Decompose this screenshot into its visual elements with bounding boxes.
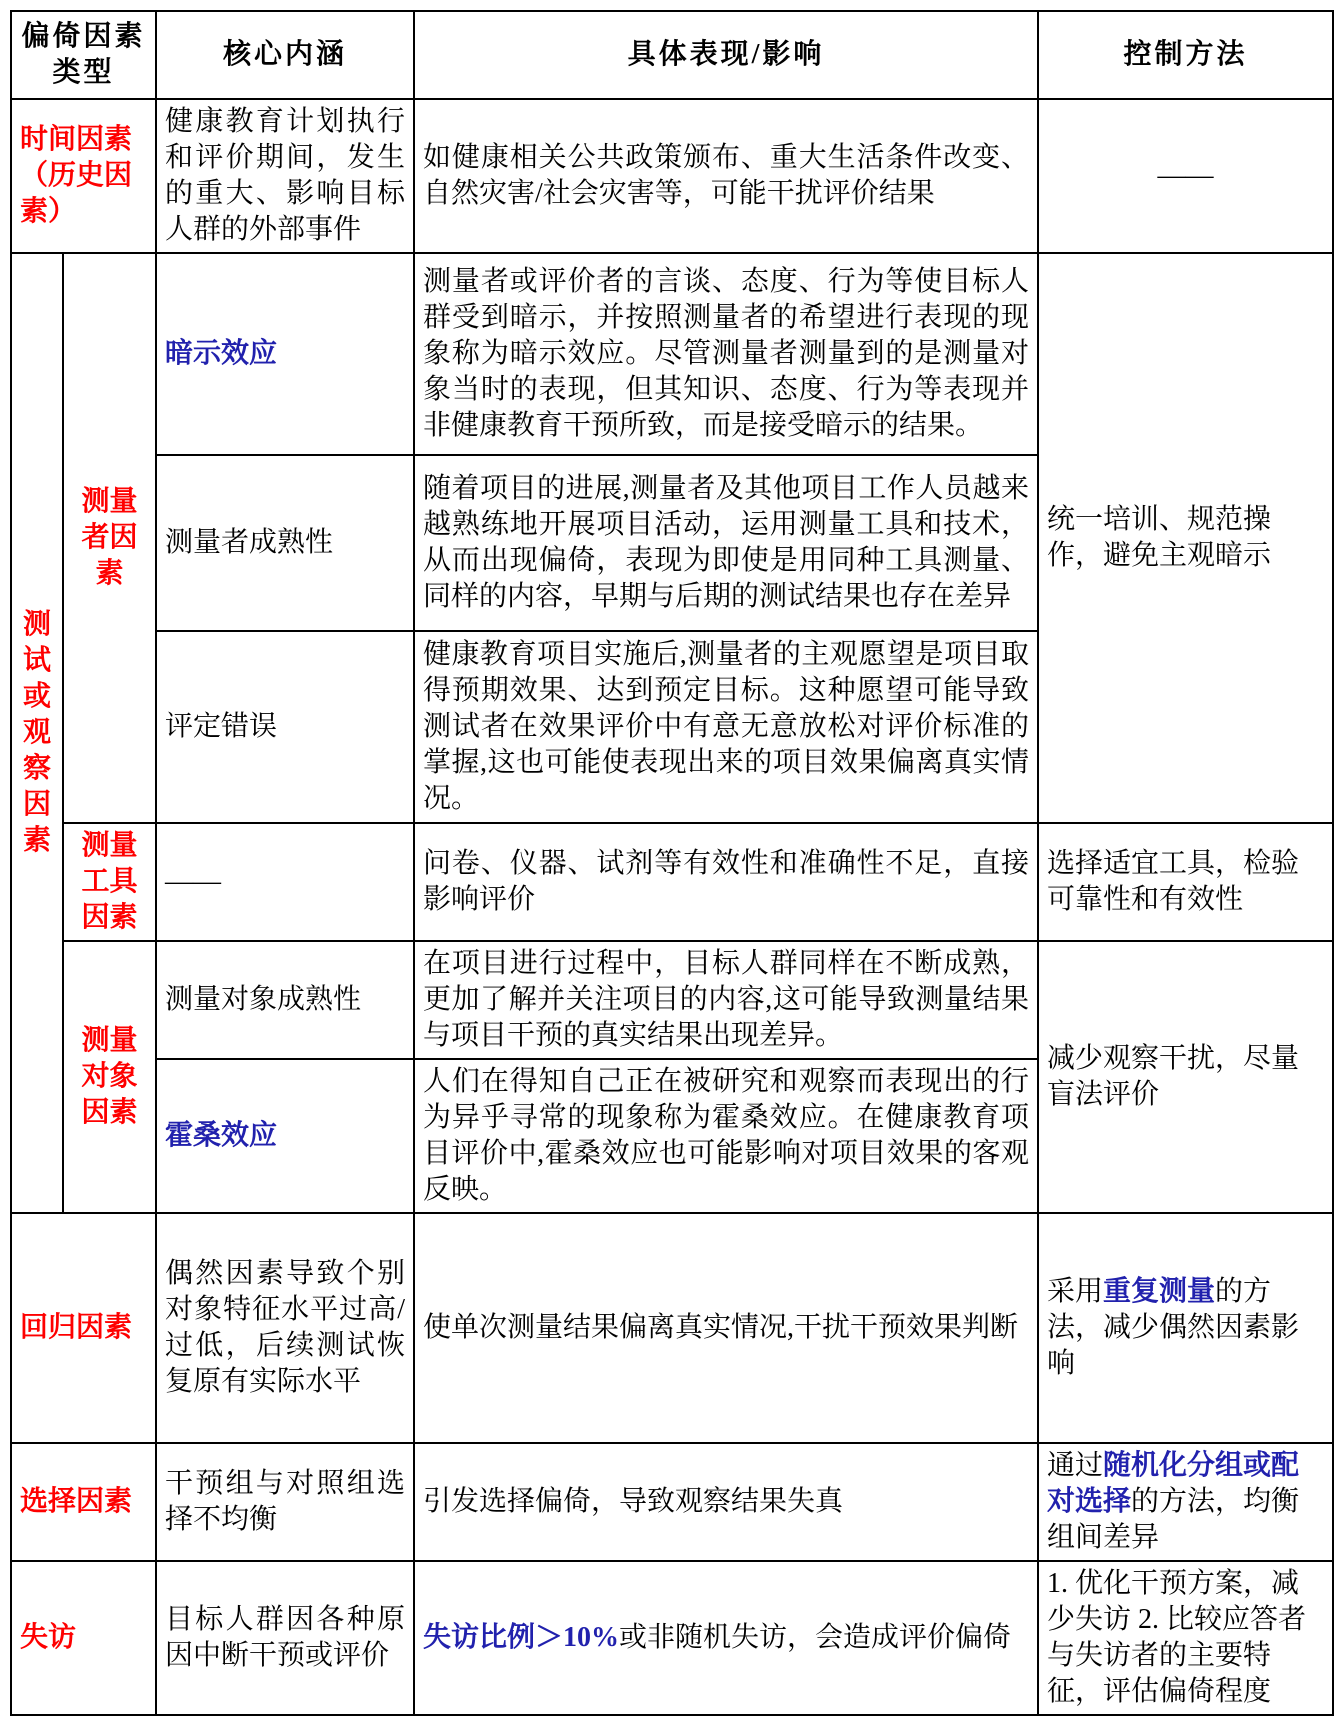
subject-maturity-impact: 在项目进行过程中，目标人群同样在不断成熟，更加了解并关注项目的内容,这可能导致测量结果与项目干预的真实结果出现差异。 <box>414 941 1038 1059</box>
loss-control: 1. 优化干预方案，减少失访 2. 比较应答者与失访者的主要特征，评估偏倚程度 <box>1038 1561 1333 1715</box>
regression-factor-core: 偶然因素导致个别对象特征水平过高/过低，后续测试恢复原有实际水平 <box>156 1213 414 1443</box>
tool-factor-impact: 问卷、仪器、试剂等有效性和准确性不足，直接影响评价 <box>414 823 1038 941</box>
row-suggestion-effect <box>11 253 1333 455</box>
selection-factor-type: 选择因素 <box>11 1443 156 1561</box>
measurer-factor-control: 统一培训、规范操作，避免主观暗示 <box>1038 253 1333 823</box>
bias-factors-table <box>10 10 1334 1716</box>
regression-factor-control: 采用重复测量的方法，减少偶然因素影响 <box>1038 1213 1333 1443</box>
row-regression-factor <box>11 1213 1333 1443</box>
header-impact: 具体表现/影响 <box>414 11 1038 99</box>
measurer-maturity-core: 测量者成熟性 <box>156 455 414 631</box>
time-factor-control: —— <box>1038 99 1333 253</box>
loss-impact: 失访比例＞10%或非随机失访，会造成评价偏倚 <box>414 1561 1038 1715</box>
row-loss-to-followup <box>11 1561 1333 1715</box>
rating-error-impact: 健康教育项目实施后,测量者的主观愿望是项目取得预期效果、达到预定目标。这种愿望可能导致测试者在效果评价中有意无意放松对评价标准的掌握,这也可能使表现出来的项目效果偏离真实情况。 <box>414 631 1038 823</box>
loss-core: 目标人群因各种原因中断干预或评价 <box>156 1561 414 1715</box>
regression-factor-type: 回归因素 <box>11 1213 156 1443</box>
time-factor-impact: 如健康相关公共政策颁布、重大生活条件改变、自然灾害/社会灾害等，可能干扰评价结果 <box>414 99 1038 253</box>
tool-factor-subtype: 测量工具因素 <box>63 823 156 941</box>
tool-factor-control: 选择适宜工具，检验可靠性和有效性 <box>1038 823 1333 941</box>
subject-factor-subtype: 测量对象因素 <box>63 941 156 1213</box>
hawthorne-effect-impact: 人们在得知自己正在被研究和观察而表现出的行为异乎寻常的现象称为霍桑效应。在健康教育项目评价中,霍桑效应也可能影响对项目效果的客观反映。 <box>414 1059 1038 1213</box>
suggestion-effect-core: 暗示效应 <box>156 253 414 455</box>
time-factor-type: 时间因素（历史因素） <box>11 99 156 253</box>
test-observe-type: 测试或观察因素 <box>11 253 63 1213</box>
rating-error-core: 评定错误 <box>156 631 414 823</box>
header-control-method: 控制方法 <box>1038 11 1333 99</box>
hawthorne-effect-core: 霍桑效应 <box>156 1059 414 1213</box>
regression-factor-impact: 使单次测量结果偏离真实情况,干扰干预效果判断 <box>414 1213 1038 1443</box>
selection-factor-impact: 引发选择偏倚，导致观察结果失真 <box>414 1443 1038 1561</box>
header-bias-type: 偏倚因素类型 <box>11 11 156 99</box>
selection-factor-control: 通过随机化分组或配对选择的方法，均衡组间差异 <box>1038 1443 1333 1561</box>
selection-factor-core: 干预组与对照组选择不均衡 <box>156 1443 414 1561</box>
header-core-meaning: 核心内涵 <box>156 11 414 99</box>
row-tool-factor <box>11 823 1333 941</box>
row-selection-factor <box>11 1443 1333 1561</box>
loss-type: 失访 <box>11 1561 156 1715</box>
time-factor-core: 健康教育计划执行和评价期间，发生的重大、影响目标人群的外部事件 <box>156 99 414 253</box>
header-row <box>11 11 1333 99</box>
row-time-factor <box>11 99 1333 253</box>
tool-factor-core: —— <box>156 823 414 941</box>
measurer-factor-subtype: 测量者因素 <box>63 253 156 823</box>
row-subject-maturity <box>11 941 1333 1059</box>
suggestion-effect-impact: 测量者或评价者的言谈、态度、行为等使目标人群受到暗示，并按照测量者的希望进行表现的现象称为暗示效应。尽管测量者测量到的是测量对象当时的表现，但其知识、态度、行为等表现并非健康教育干预所致，而是接受暗示的结果。 <box>414 253 1038 455</box>
measurer-maturity-impact: 随着项目的进展,测量者及其他项目工作人员越来越熟练地开展项目活动，运用测量工具和技术，从而出现偏倚，表现为即使是用同种工具测量、同样的内容，早期与后期的测试结果也存在差异 <box>414 455 1038 631</box>
subject-maturity-core: 测量对象成熟性 <box>156 941 414 1059</box>
subject-factor-control: 减少观察干扰，尽量盲法评价 <box>1038 941 1333 1213</box>
